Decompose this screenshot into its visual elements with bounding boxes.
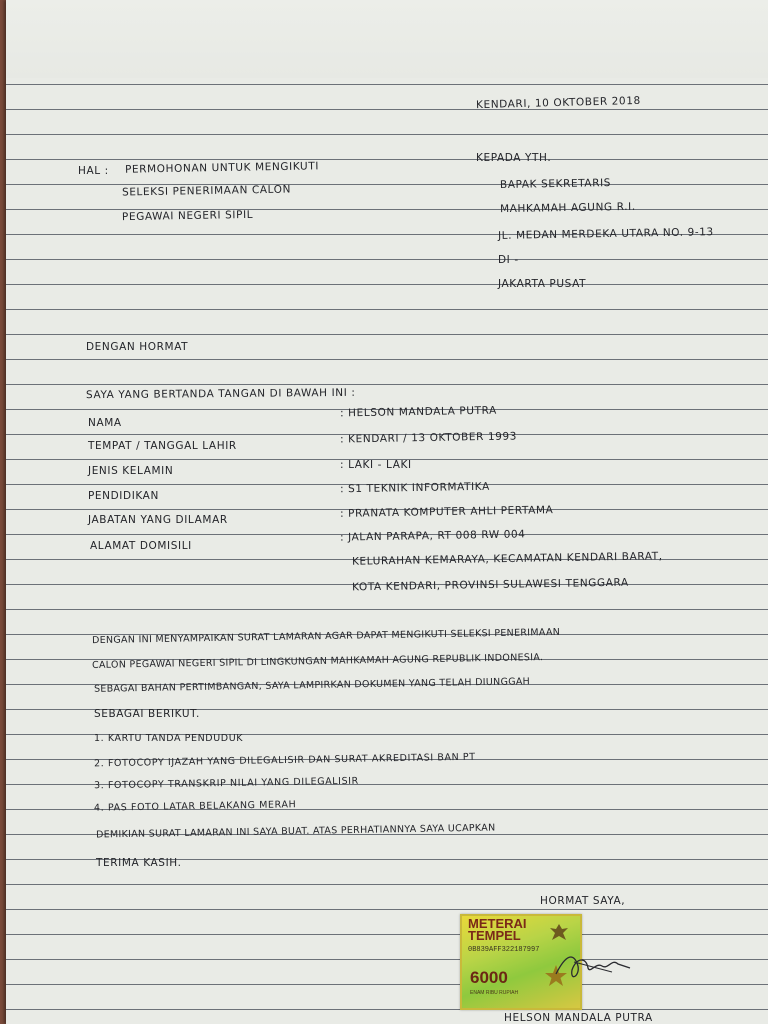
place-date: KENDARI, 10 OKTOBER 2018 <box>475 94 641 112</box>
closing-line-1: DEMIKIAN SURAT LAMARAN INI SAYA BUAT. ATAS PERHATIANNYA SAYA UCAPKAN <box>95 822 496 841</box>
attachment-item-1: 1. KARTU TANDA PENDUDUK <box>94 733 244 744</box>
attachment-item-2: 2. FOTOCOPY IJAZAH YANG DILEGALISIR DAN SURAT AKREDITASI BAN PT <box>93 751 476 770</box>
subject-label: HAL : <box>78 165 109 177</box>
body-line-4: SEBAGAI BERIKUT. <box>94 708 200 720</box>
field-label-education: PENDIDIKAN <box>88 490 159 502</box>
attachment-item-4: 4. PAS FOTO LATAR BELAKANG MERAH <box>93 799 297 814</box>
subject-line-2: SELEKSI PENERIMAAN CALON <box>121 183 292 199</box>
recipient-line-2: BAPAK SEKRETARIS <box>499 177 612 191</box>
intro-line: SAYA YANG BERTANDA TANGAN DI BAWAH INI : <box>85 386 356 402</box>
garuda-emblem-icon <box>548 922 570 944</box>
stamp-title: METERAI TEMPEL <box>468 916 527 943</box>
field-value-position: : PRANATA KOMPUTER AHLI PERTAMA <box>339 504 554 520</box>
address-continued-2: KOTA KENDARI, PROVINSI SULAWESI TENGGARA <box>351 576 629 594</box>
signer-name: HELSON MANDALA PUTRA <box>504 1012 653 1024</box>
field-value-address: : JALAN PARAPA, RT 008 RW 004 <box>339 528 526 544</box>
recipient-line-6: JAKARTA PUSAT <box>498 278 587 290</box>
attachment-item-3: 3. FOTOCOPY TRANSKRIP NILAI YANG DILEGALISIR <box>93 775 359 792</box>
address-continued-1: KELURAHAN KEMARAYA, KECAMATAN KENDARI BARAT, <box>351 550 663 568</box>
subject-line-1: PERMOHONAN UNTUK MENGIKUTI <box>124 160 320 176</box>
field-label-name: NAMA <box>88 417 122 429</box>
field-label-address: ALAMAT DOMISILI <box>90 540 192 552</box>
body-line-1: DENGAN INI MENYAMPAIKAN SURAT LAMARAN AGAR DAPAT MENGIKUTI SELEKSI PENERIMAAN <box>91 626 561 647</box>
recipient-line-3: MAHKAMAH AGUNG R.I. <box>499 200 636 216</box>
stamp-value-words: ENAM RIBU RUPIAH <box>470 990 519 996</box>
field-value-gender: : LAKI - LAKI <box>340 459 412 471</box>
signature <box>552 944 632 988</box>
subject-line-3: PEGAWAI NEGERI SIPIL <box>121 208 254 224</box>
stamp-serial: 0B839AFF322187997 <box>468 946 540 954</box>
field-label-gender: JENIS KELAMIN <box>88 465 174 477</box>
closing-line-2: TERIMA KASIH. <box>96 857 182 869</box>
recipient-line-1: KEPADA YTH. <box>476 152 552 164</box>
field-value-name: : HELSON MANDALA PUTRA <box>339 404 497 420</box>
stamp-value: 6000 <box>470 968 508 987</box>
recipient-line-5: DI - <box>498 254 519 266</box>
field-value-education: : S1 TEKNIK INFORMATIKA <box>339 480 490 496</box>
field-label-position: JABATAN YANG DILAMAR <box>88 514 228 526</box>
field-value-birth: : KENDARI / 13 OKTOBER 1993 <box>339 430 518 446</box>
greeting: DENGAN HORMAT <box>86 341 189 353</box>
sign-off: HORMAT SAYA, <box>540 895 626 907</box>
field-label-birth: TEMPAT / TANGGAL LAHIR <box>88 440 237 452</box>
body-line-3: SEBAGAI BAHAN PERTIMBANGAN, SAYA LAMPIRKAN DOKUMEN YANG TELAH DIUNGGAH <box>93 676 531 695</box>
recipient-line-4: JL. MEDAN MERDEKA UTARA NO. 9-13 <box>497 226 714 242</box>
body-line-2: CALON PEGAWAI NEGERI SIPIL DI LINGKUNGAN MAHKAMAH AGUNG REPUBLIK INDONESIA. <box>91 652 544 671</box>
